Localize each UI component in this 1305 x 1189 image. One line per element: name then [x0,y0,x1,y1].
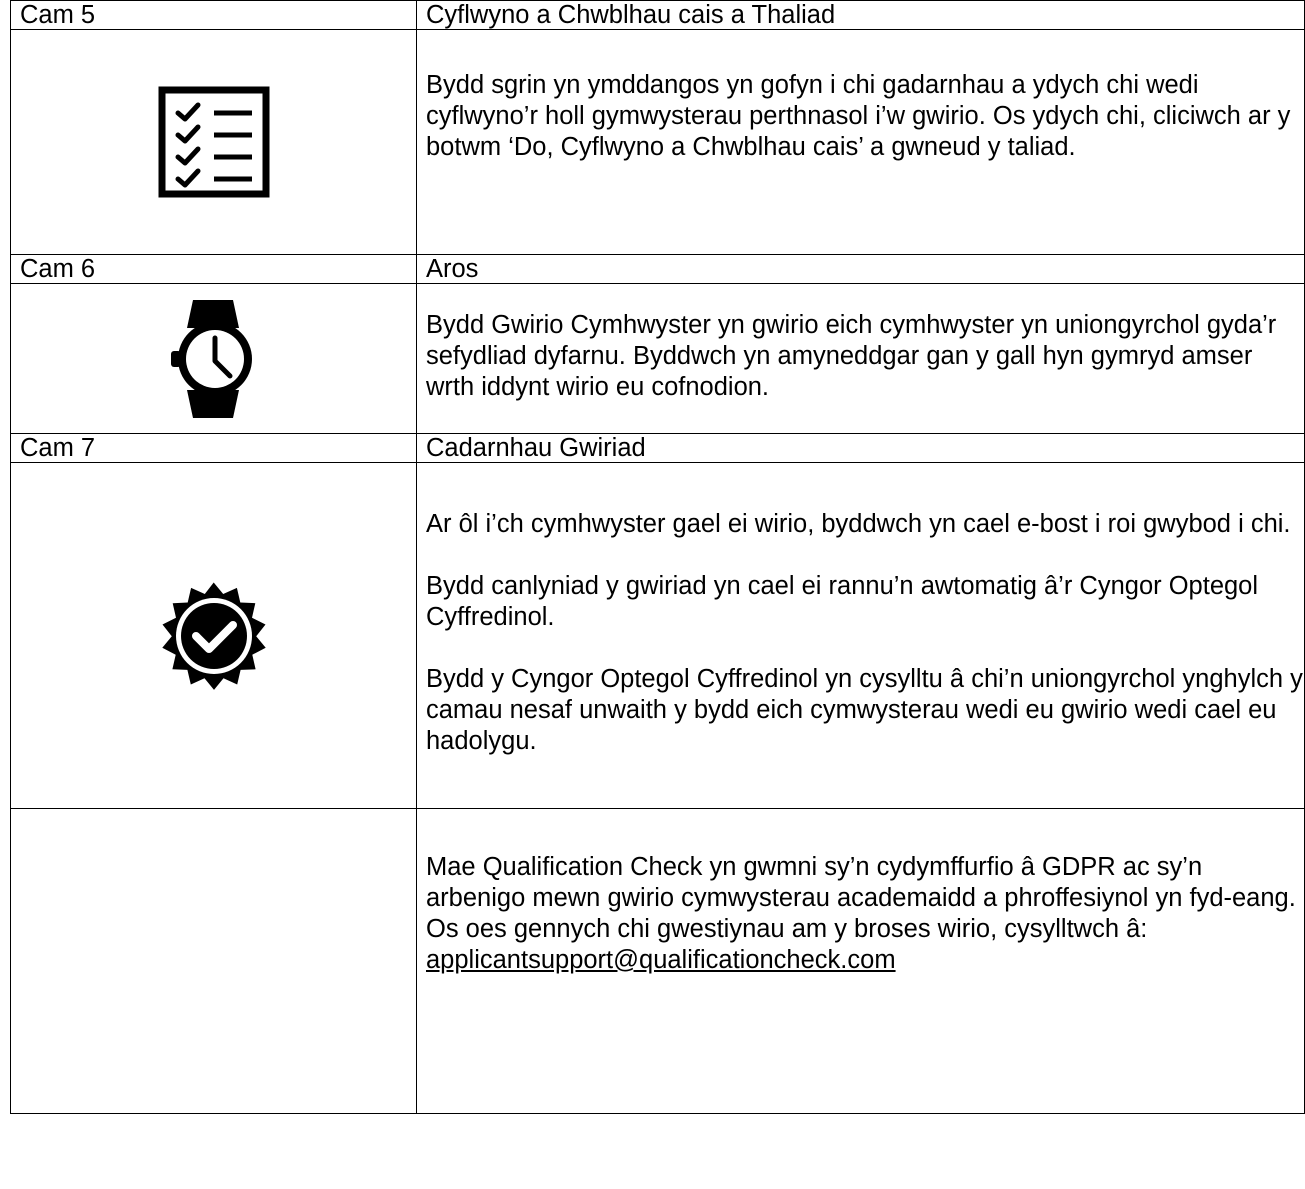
step-6-paragraph: Bydd Gwirio Cymhwyster yn gwirio eich cymhwyster yn uniongyrchol gyda’r sefydliad dyfarnu. Byddwch yn amyneddgar gan y gall hyn gymryd amser wrth iddynt wirio eu cofnodion. [426,311,1277,401]
info-description [417,809,1305,1114]
step-6-title: Aros [417,255,1305,284]
step-5-title: Cyflwyno a Chwblhau cais a Thaliad [417,1,1305,30]
step-7-title: Cadarnhau Gwiriad [417,434,1305,463]
step-7-description [417,463,1305,809]
step-5-icon-cell [11,30,417,255]
step-5-description [417,30,1305,255]
step-7-paragraph-3: Bydd y Cyngor Optegol Cyffredinol yn cysylltu â chi’n uniongyrchol ynghylch y camau nesaf unwaith y bydd eich cymwysterau wedi eu gwirio wedi cael eu hadolygu. [426,665,1303,755]
step-6-body-row [11,284,1305,434]
step-5-body-row [11,30,1305,255]
info-empty-cell [11,809,417,1114]
step-6-header-row [11,255,1305,284]
step-6-description [417,284,1305,434]
step-6-icon-cell [11,284,417,434]
step-5-header-row [11,1,1305,30]
checklist-icon [158,86,270,198]
info-row [11,809,1305,1114]
step-7-paragraph-2: Bydd canlyniad y gwiriad yn cael ei rannu’n awtomatig â’r Cyngor Optegol Cyffredinol. [426,572,1259,631]
step-5-paragraph: Bydd sgrin yn ymddangos yn gofyn i chi gadarnhau a ydych chi wedi cyflwyno’r holl gymwysterau perthnasol i’w gwirio. Os ydych chi, cliciwch ar y botwm ‘Do, Cyflwyno a Chwblhau cais’ a gwneud y taliad. [426,71,1291,161]
step-5-label: Cam 5 [11,1,417,30]
step-7-body-row [11,463,1305,809]
support-email-link[interactable]: applicantsupport@qualificationcheck.com [426,946,896,974]
info-text: Mae Qualification Check yn gwmni sy’n cydymffurfio â GDPR ac sy’n arbenigo mewn gwirio cymwysterau academaidd a phroffesiynol yn fyd-eang. Os oes gennych chi gwestiynau am y broses wirio, cysylltwch â: [426,853,1296,943]
verified-badge-icon [148,570,280,702]
info-paragraph [426,852,1304,976]
step-7-header-row [11,434,1305,463]
steps-table [10,0,1305,1114]
watch-icon [169,298,259,420]
step-7-label: Cam 7 [11,434,417,463]
step-7-paragraph-1: Ar ôl i’ch cymhwyster gael ei wirio, byddwch yn cael e-bost i roi gwybod i chi. [426,510,1291,538]
step-6-label: Cam 6 [11,255,417,284]
step-7-icon-cell [11,463,417,809]
